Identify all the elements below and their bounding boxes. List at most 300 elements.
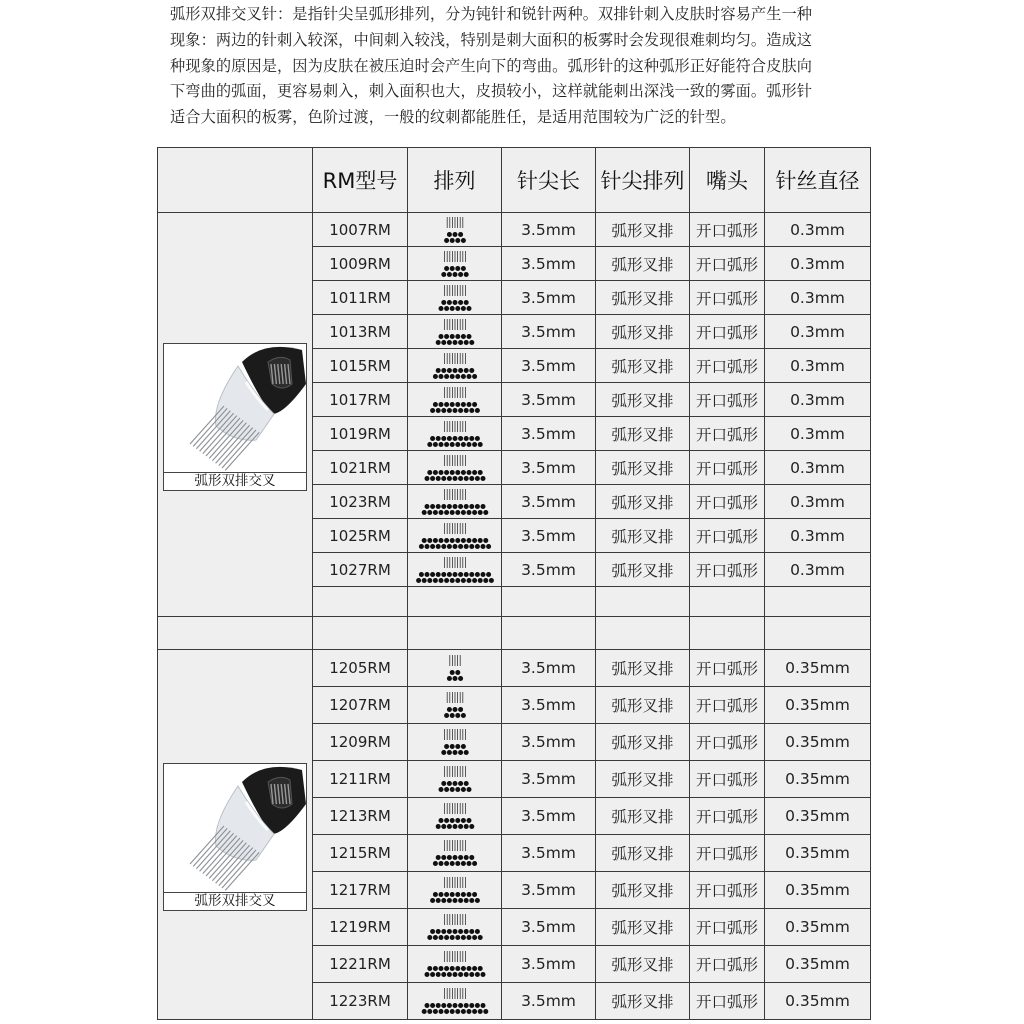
needle-dot <box>438 538 443 543</box>
needle-dot <box>441 824 446 829</box>
needle-dot <box>444 238 449 243</box>
needle-cartridge-illustration <box>164 344 306 472</box>
model-cell: 1015RM <box>313 349 408 383</box>
header-model: RM型号 <box>313 148 408 213</box>
wire-diameter-cell: 0.35mm <box>765 650 871 687</box>
needle-dot <box>463 1003 468 1008</box>
empty-cell <box>502 617 596 650</box>
needle-dot <box>466 966 471 971</box>
needle-dot <box>474 504 479 509</box>
needle-dot <box>455 744 460 749</box>
tip-arrangement-cell: 弧形叉排 <box>596 835 690 872</box>
needle-dot <box>458 572 463 577</box>
needle-dot <box>444 374 449 379</box>
needle-dot <box>458 436 463 441</box>
needle-arrangement-diagram <box>410 838 500 868</box>
tip-length-cell: 3.5mm <box>502 315 596 349</box>
needle-dot <box>474 929 479 934</box>
needle-dot <box>483 578 488 583</box>
arrangement-diagram-cell <box>408 872 502 909</box>
needle-dot <box>458 300 463 305</box>
needle-dot <box>460 266 465 271</box>
needle-dot <box>449 374 454 379</box>
needle-dot <box>444 578 449 583</box>
needle-dot <box>432 402 437 407</box>
needle-dot <box>455 266 460 271</box>
needle-dot <box>463 300 468 305</box>
needle-dot <box>449 470 454 475</box>
needle-dot <box>463 408 468 413</box>
needle-dot <box>441 929 446 934</box>
tip-length-cell: 3.5mm <box>502 724 596 761</box>
product-image-caption: 弧形双排交叉 <box>164 892 306 910</box>
tip-arrangement-cell: 弧形叉排 <box>596 553 690 587</box>
needle-dot <box>474 972 479 977</box>
needle-dot <box>483 1009 488 1014</box>
needle-dot <box>432 538 437 543</box>
needle-dot <box>463 436 468 441</box>
needle-dot <box>472 538 477 543</box>
needle-dot <box>460 892 465 897</box>
needle-dot <box>472 966 477 971</box>
needle-dot <box>424 476 429 481</box>
needle-dot <box>469 436 474 441</box>
needle-dot <box>466 442 471 447</box>
arrangement-diagram-cell <box>408 383 502 417</box>
intro-paragraph <box>170 2 890 131</box>
needle-dot <box>472 470 477 475</box>
needle-dot <box>469 340 474 345</box>
needle-dot <box>430 436 435 441</box>
needle-dot <box>477 935 482 940</box>
needle-dot <box>477 966 482 971</box>
needle-dot <box>438 470 443 475</box>
model-cell: 1223RM <box>313 983 408 1020</box>
needle-dot <box>455 1009 460 1014</box>
tip-length-cell: 3.5mm <box>502 485 596 519</box>
needle-dot <box>460 787 465 792</box>
empty-cell <box>596 587 690 617</box>
mouth-cell: 开口弧形 <box>690 553 765 587</box>
needle-arrangement-diagram <box>410 949 500 979</box>
needle-dot <box>466 306 471 311</box>
wire-diameter-cell: 0.35mm <box>765 798 871 835</box>
arrangement-diagram-cell <box>408 798 502 835</box>
needle-dot <box>435 824 440 829</box>
mouth-cell: 开口弧形 <box>690 247 765 281</box>
needle-dot <box>449 861 454 866</box>
needle-dot <box>430 972 435 977</box>
tip-arrangement-cell: 弧形叉排 <box>596 519 690 553</box>
needle-dot <box>472 442 477 447</box>
needle-dot <box>452 898 457 903</box>
needle-dot <box>455 935 460 940</box>
needle-dot <box>477 538 482 543</box>
needle-dot <box>430 408 435 413</box>
needle-dot <box>430 476 435 481</box>
mouth-cell: 开口弧形 <box>690 798 765 835</box>
needle-dot <box>446 368 451 373</box>
needle-dot <box>469 504 474 509</box>
empty-cell <box>765 587 871 617</box>
needle-dot <box>446 1003 451 1008</box>
mouth-cell: 开口弧形 <box>690 761 765 798</box>
arrangement-diagram-cell <box>408 909 502 946</box>
tip-length-cell: 3.5mm <box>502 281 596 315</box>
needle-dot <box>438 402 443 407</box>
needle-dot <box>452 972 457 977</box>
product-image-box <box>163 343 307 491</box>
needle-dot <box>435 476 440 481</box>
needle-dot <box>446 972 451 977</box>
needle-dot <box>458 504 463 509</box>
needle-dot <box>463 898 468 903</box>
needle-dot <box>455 402 460 407</box>
needle-dot <box>449 787 454 792</box>
needle-dot <box>446 232 451 237</box>
needle-dot <box>438 374 443 379</box>
needle-dot <box>474 408 479 413</box>
needle-dot <box>432 892 437 897</box>
tip-length-cell: 3.5mm <box>502 872 596 909</box>
arrangement-diagram-cell <box>408 213 502 247</box>
intro-line: 适合大面积的板雾，色阶过渡，一般的纹刺都能胜任，是适用范围较为广泛的针型。 <box>170 108 736 127</box>
needle-dot <box>466 402 471 407</box>
header-mouth: 嘴头 <box>690 148 765 213</box>
needle-dot <box>449 670 454 675</box>
needle-dot <box>446 676 451 681</box>
needle-dot <box>449 538 454 543</box>
needle-dot <box>477 578 482 583</box>
mouth-cell: 开口弧形 <box>690 650 765 687</box>
tip-arrangement-cell: 弧形叉排 <box>596 349 690 383</box>
header-tip-length: 针尖长 <box>502 148 596 213</box>
needle-dot <box>432 510 437 515</box>
needle-dot <box>438 818 443 823</box>
needle-dot <box>427 442 432 447</box>
tip-arrangement-cell: 弧形叉排 <box>596 247 690 281</box>
needle-dot <box>452 476 457 481</box>
tip-arrangement-cell: 弧形叉排 <box>596 451 690 485</box>
needle-dot <box>458 824 463 829</box>
needle-dot <box>446 781 451 786</box>
needle-dot <box>441 504 446 509</box>
needle-dot <box>466 374 471 379</box>
needle-dot <box>444 818 449 823</box>
needle-dot <box>463 544 468 549</box>
model-cell: 1219RM <box>313 909 408 946</box>
needle-dot <box>438 787 443 792</box>
needle-dot <box>446 436 451 441</box>
empty-cell <box>313 617 408 650</box>
needle-dot <box>449 510 454 515</box>
tip-arrangement-cell: 弧形叉排 <box>596 417 690 451</box>
tip-length-cell: 3.5mm <box>502 553 596 587</box>
wire-diameter-cell: 0.3mm <box>765 417 871 451</box>
needle-dot <box>460 442 465 447</box>
tip-length-cell: 3.5mm <box>502 451 596 485</box>
needle-dot <box>449 892 454 897</box>
needle-dot <box>455 861 460 866</box>
tip-arrangement-cell: 弧形叉排 <box>596 281 690 315</box>
needle-dot <box>452 300 457 305</box>
needle-dot <box>452 340 457 345</box>
model-cell: 1023RM <box>313 485 408 519</box>
needle-dot <box>444 1009 449 1014</box>
needle-dot <box>466 1009 471 1014</box>
needle-dot <box>455 670 460 675</box>
needle-dot <box>466 334 471 339</box>
empty-cell <box>158 617 313 650</box>
arrangement-diagram-cell <box>408 687 502 724</box>
needle-dot <box>458 272 463 277</box>
needle-dot <box>469 408 474 413</box>
needle-dot <box>446 340 451 345</box>
needle-dot <box>474 898 479 903</box>
empty-cell <box>408 617 502 650</box>
needle-dot <box>427 966 432 971</box>
needle-dot <box>452 929 457 934</box>
tip-length-cell: 3.5mm <box>502 417 596 451</box>
needle-dot <box>466 818 471 823</box>
mouth-cell: 开口弧形 <box>690 724 765 761</box>
mouth-cell: 开口弧形 <box>690 519 765 553</box>
needle-dot <box>449 744 454 749</box>
needle-dot <box>458 232 463 237</box>
tip-length-cell: 3.5mm <box>502 383 596 417</box>
needle-dot <box>446 544 451 549</box>
needle-dot <box>438 861 443 866</box>
tip-arrangement-cell: 弧形叉排 <box>596 213 690 247</box>
needle-dot <box>427 1009 432 1014</box>
tip-length-cell: 3.5mm <box>502 519 596 553</box>
needle-dot <box>466 892 471 897</box>
needle-dot <box>430 504 435 509</box>
needle-dot <box>477 1009 482 1014</box>
needle-dot <box>455 334 460 339</box>
needle-dot <box>452 436 457 441</box>
needle-dot <box>446 929 451 934</box>
needle-dot <box>449 402 454 407</box>
needle-dot <box>435 972 440 977</box>
needle-dot <box>460 935 465 940</box>
needle-dot <box>480 1003 485 1008</box>
needle-dot <box>449 818 454 823</box>
mouth-cell: 开口弧形 <box>690 349 765 383</box>
needle-dot <box>435 572 440 577</box>
needle-dot <box>463 476 468 481</box>
needle-dot <box>474 476 479 481</box>
wire-diameter-cell: 0.35mm <box>765 835 871 872</box>
needle-dot <box>449 713 454 718</box>
needle-dot <box>458 707 463 712</box>
needle-dot <box>441 340 446 345</box>
needle-dot <box>438 334 443 339</box>
needle-dot <box>458 781 463 786</box>
empty-cell <box>690 587 765 617</box>
needle-dot <box>432 442 437 447</box>
needle-dot <box>441 272 446 277</box>
needle-dot <box>435 504 440 509</box>
needle-dot <box>446 855 451 860</box>
needle-dot <box>444 306 449 311</box>
header-arrangement-diagram: 排列 <box>408 148 502 213</box>
needle-dot <box>455 892 460 897</box>
product-image-caption: 弧形双排交叉 <box>164 472 306 490</box>
needle-dot <box>435 898 440 903</box>
needle-dot <box>424 972 429 977</box>
needle-dot <box>444 744 449 749</box>
needle-dot <box>446 572 451 577</box>
wire-diameter-cell: 0.35mm <box>765 872 871 909</box>
needle-dot <box>446 300 451 305</box>
product-image-cell <box>158 650 313 1020</box>
needle-dot <box>469 929 474 934</box>
tip-arrangement-cell: 弧形叉排 <box>596 315 690 349</box>
model-cell: 1213RM <box>313 798 408 835</box>
needle-arrangement-diagram <box>410 521 500 551</box>
tip-arrangement-cell: 弧形叉排 <box>596 724 690 761</box>
needle-dot <box>460 402 465 407</box>
needle-dot <box>421 1009 426 1014</box>
model-cell: 1013RM <box>313 315 408 349</box>
model-cell: 1205RM <box>313 650 408 687</box>
needle-dot <box>452 544 457 549</box>
needle-dot <box>452 232 457 237</box>
needle-dot <box>435 368 440 373</box>
empty-cell <box>502 587 596 617</box>
needle-dot <box>480 476 485 481</box>
tip-length-cell: 3.5mm <box>502 983 596 1020</box>
needle-dot <box>438 935 443 940</box>
model-cell: 1025RM <box>313 519 408 553</box>
needle-dot <box>474 1003 479 1008</box>
needle-dot <box>458 368 463 373</box>
needle-dot <box>452 408 457 413</box>
needle-dot <box>455 374 460 379</box>
needle-arrangement-diagram <box>410 690 500 720</box>
tip-length-cell: 3.5mm <box>502 349 596 383</box>
needle-dot <box>463 504 468 509</box>
needle-dot <box>458 972 463 977</box>
tip-arrangement-cell: 弧形叉排 <box>596 909 690 946</box>
needle-dot <box>452 1003 457 1008</box>
needle-dot <box>460 538 465 543</box>
model-cell: 1011RM <box>313 281 408 315</box>
needle-dot <box>446 824 451 829</box>
needle-dot <box>463 972 468 977</box>
needle-dot <box>444 266 449 271</box>
needle-dot <box>430 898 435 903</box>
needle-dot <box>463 824 468 829</box>
tip-arrangement-cell: 弧形叉排 <box>596 798 690 835</box>
needle-dot <box>430 929 435 934</box>
header-tip-arrangement: 针尖排列 <box>596 148 690 213</box>
mouth-cell: 开口弧形 <box>690 909 765 946</box>
needle-dot <box>449 1009 454 1014</box>
needle-dot <box>463 572 468 577</box>
needle-dot <box>435 929 440 934</box>
needle-dot <box>444 861 449 866</box>
needle-dot <box>472 935 477 940</box>
tip-length-cell: 3.5mm <box>502 798 596 835</box>
needle-dot <box>469 972 474 977</box>
mouth-cell: 开口弧形 <box>690 383 765 417</box>
needle-dot <box>460 334 465 339</box>
needle-dot <box>435 1003 440 1008</box>
needle-dot <box>444 538 449 543</box>
needle-dot <box>452 572 457 577</box>
needle-dot <box>430 544 435 549</box>
needle-dot <box>441 898 446 903</box>
needle-dot <box>444 966 449 971</box>
empty-cell <box>313 587 408 617</box>
arrangement-diagram-cell <box>408 553 502 587</box>
tip-arrangement-cell: 弧形叉排 <box>596 872 690 909</box>
tip-length-cell: 3.5mm <box>502 650 596 687</box>
needle-arrangement-diagram <box>410 555 500 585</box>
needle-dot <box>460 713 465 718</box>
needle-dot <box>458 408 463 413</box>
needle-dot <box>441 572 446 577</box>
needle-dot <box>488 578 493 583</box>
needle-dot <box>424 1003 429 1008</box>
needle-dot <box>444 442 449 447</box>
empty-cell <box>765 617 871 650</box>
needle-dot <box>452 781 457 786</box>
needle-dot <box>458 340 463 345</box>
intro-line: 下弯曲的弧面，更容易刺入，刺入面积也大，皮损较小，这样就能刺出深浅一致的雾面。弧形针 <box>170 82 813 101</box>
needle-arrangement-diagram <box>410 419 500 449</box>
mouth-cell: 开口弧形 <box>690 946 765 983</box>
model-cell: 1217RM <box>313 872 408 909</box>
needle-dot <box>466 470 471 475</box>
needle-dot <box>480 572 485 577</box>
needle-dot <box>463 781 468 786</box>
needle-dot <box>441 855 446 860</box>
needle-dot <box>430 1003 435 1008</box>
needle-dot <box>458 544 463 549</box>
wire-diameter-cell: 0.35mm <box>765 687 871 724</box>
needle-dot <box>486 572 491 577</box>
needle-dot <box>463 929 468 934</box>
needle-dot <box>449 966 454 971</box>
needle-dot <box>441 972 446 977</box>
tip-length-cell: 3.5mm <box>502 247 596 281</box>
needle-dot <box>441 476 446 481</box>
tip-arrangement-cell: 弧形叉排 <box>596 983 690 1020</box>
needle-dot <box>455 966 460 971</box>
needle-dot <box>455 238 460 243</box>
mouth-cell: 开口弧形 <box>690 281 765 315</box>
wire-diameter-cell: 0.3mm <box>765 519 871 553</box>
needle-arrangement-diagram <box>410 487 500 517</box>
needle-dot <box>424 572 429 577</box>
needle-cartridge-illustration <box>164 764 306 892</box>
needle-dot <box>444 713 449 718</box>
wire-diameter-cell: 0.3mm <box>765 281 871 315</box>
empty-cell <box>408 587 502 617</box>
wire-diameter-cell: 0.3mm <box>765 383 871 417</box>
tip-arrangement-cell: 弧形叉排 <box>596 383 690 417</box>
model-cell: 1007RM <box>313 213 408 247</box>
needle-dot <box>477 510 482 515</box>
needle-dot <box>444 892 449 897</box>
needle-dot <box>452 272 457 277</box>
needle-dot <box>460 238 465 243</box>
wire-diameter-cell: 0.35mm <box>765 983 871 1020</box>
tip-arrangement-cell: 弧形叉排 <box>596 687 690 724</box>
